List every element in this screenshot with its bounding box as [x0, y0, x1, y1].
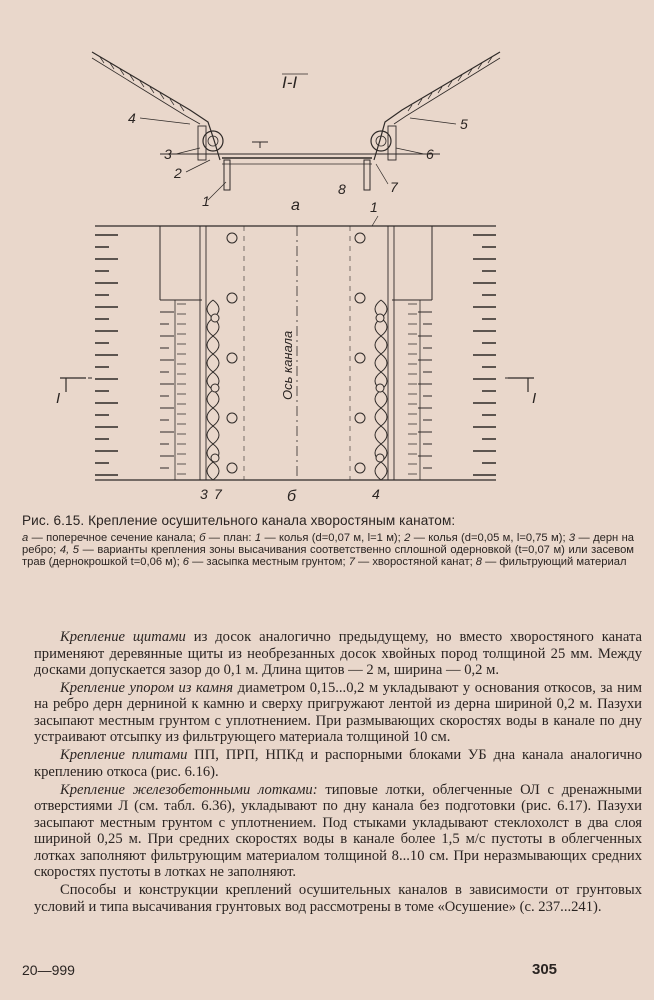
- callout-4-section: 4: [128, 110, 136, 126]
- label-4-plan: 4: [372, 486, 380, 502]
- legend-text: — варианты крепления зоны высачивания соответственно сплошной одерновкой (t=0,07 м) или засевом трав (дернокрошкой t=0,06 м);: [22, 543, 634, 568]
- paragraph-lead: Крепление железобетонными лотками:: [60, 781, 318, 798]
- section-mark-right: I: [532, 390, 537, 407]
- right-sod-ticks: [408, 304, 417, 474]
- legend-key: 8: [475, 555, 483, 568]
- legend-key: 7: [348, 555, 355, 568]
- paragraph: [34, 629, 642, 679]
- right-bank-hatch: [408, 57, 492, 111]
- callout-5: 5: [460, 116, 468, 132]
- legend-text: — план:: [205, 532, 255, 544]
- legend-key: 2: [404, 532, 411, 544]
- right-sod-on-edge: [388, 126, 396, 160]
- callout-6: 6: [426, 146, 434, 162]
- legend-text: — дерн на ребро;: [22, 532, 635, 556]
- stake-right: [364, 160, 370, 190]
- right-ground-ticks: [473, 235, 496, 475]
- paragraph-text: ПП, ПРП, НПКд и распорными блоками УБ дна канала аналогично креплению откоса (рис. 6.16).: [34, 747, 642, 780]
- paragraph-lead: Крепление щитами: [60, 629, 186, 645]
- stakes-plan: [211, 233, 384, 473]
- body-text: [34, 629, 642, 916]
- page-number: 305: [532, 961, 558, 978]
- legend-key: 3: [568, 532, 576, 544]
- paragraph: [34, 782, 642, 881]
- callout-3: 3: [164, 146, 172, 162]
- section-label: I-I: [282, 73, 298, 92]
- label-a: а: [291, 197, 300, 214]
- callout-7-section: 7: [390, 179, 398, 195]
- left-sod-ticks: [177, 304, 186, 474]
- left-sod-on-edge: [198, 126, 206, 160]
- legend-text: — фильтрующий материал: [482, 555, 627, 568]
- legend-key: 1: [254, 532, 262, 544]
- legend-text: — колья (d=0,07 м, l=1 м);: [261, 532, 405, 544]
- label-3-plan: 3: [200, 486, 208, 502]
- legend-key: б: [199, 532, 206, 544]
- section-mark-left: I: [56, 390, 61, 407]
- printer-signature: 20—999: [22, 962, 75, 978]
- label-7-plan: 7: [214, 486, 222, 502]
- paragraph-text: диаметром 0,15...0,2 м укладывают у основания откосов, за ним на ребро дерн дерниной к камню и сверху пригружают лентой из дерна шириной 0,2 м. Пазухи засыпают местным грунтом с уплотнением. При размывающих скоростях воды в канале по дну устраивают отсыпку из фильтрующего материала толщиной 10 см.: [34, 679, 643, 746]
- figure-legend: [22, 533, 634, 568]
- paragraph: [34, 680, 642, 746]
- legend-key: а: [22, 532, 29, 544]
- legend-text: — засыпка местным грунтом;: [189, 555, 349, 568]
- paragraph-lead: Крепление упором из камня: [60, 679, 234, 696]
- stake-left: [224, 160, 230, 190]
- left-bank-inner: [92, 58, 200, 124]
- callout-2: 2: [174, 165, 182, 181]
- figure-caption-title: Рис. 6.15. Крепление осушительного канала хворостяным канатом:: [22, 513, 456, 528]
- paragraph-text: типовые лотки, облегченные ОЛ с дренажными отверстиями Л (см. табл. 6.36), укладывают по дну канала без подготовки (рис. 6.17). Пазухи засыпают местным грунтом с уплотнением. Под стыками укладывают стеклохолст в два слоя шириной 0,25 м. При средних скоростях воды в канале более 1,5 м/с пустоты в облегченных лотках заполняют фильтрующим материалом толщиной 8...10 см. При неразмывающих средних скоростях пустоты в лотках не заполняют.: [34, 781, 642, 881]
- paragraph-text: Способы и конструкции креплений осушительных каналов в зависимости от грунтовых условий и типа высачивания грунтовых вод рассмотрены в томе «Осушение» (с. 237...241).: [34, 882, 642, 915]
- left-bank-hatch: [100, 57, 184, 111]
- legend-text: — поперечное сечение канала;: [28, 532, 200, 544]
- right-bank-inner: [394, 58, 500, 124]
- legend-text: — хворостяной канат;: [354, 555, 476, 568]
- paragraph: [34, 747, 642, 780]
- legend-key: 6: [182, 555, 190, 568]
- left-batter-ticks: [160, 312, 174, 468]
- left-bank-outline: [92, 52, 220, 160]
- label-b: б: [287, 488, 296, 505]
- callout-8: 8: [338, 181, 346, 197]
- legend-text: — колья (d=0,05 м, l=0,75 м);: [410, 532, 569, 544]
- legend-key: 4, 5: [59, 543, 80, 556]
- paragraph-text: из досок аналогично предыдущему, но вместо хворостяного каната применяют деревянные щиты из необрезанных досок хвойных пород толщиной 25 мм. Между досками допускается зазор до 0,1 м. Длина щитов — 2 м, ширина — 0,2 м.: [34, 629, 642, 678]
- left-ground-ticks: [95, 235, 118, 475]
- right-bank-outline: [374, 52, 500, 160]
- channel-axis-label: Ось канала: [280, 330, 295, 400]
- paragraph: [34, 882, 642, 915]
- paragraph-lead: Крепление плитами: [60, 747, 188, 764]
- callout-1-plan: 1: [370, 199, 378, 215]
- callout-1-section: 1: [202, 193, 210, 209]
